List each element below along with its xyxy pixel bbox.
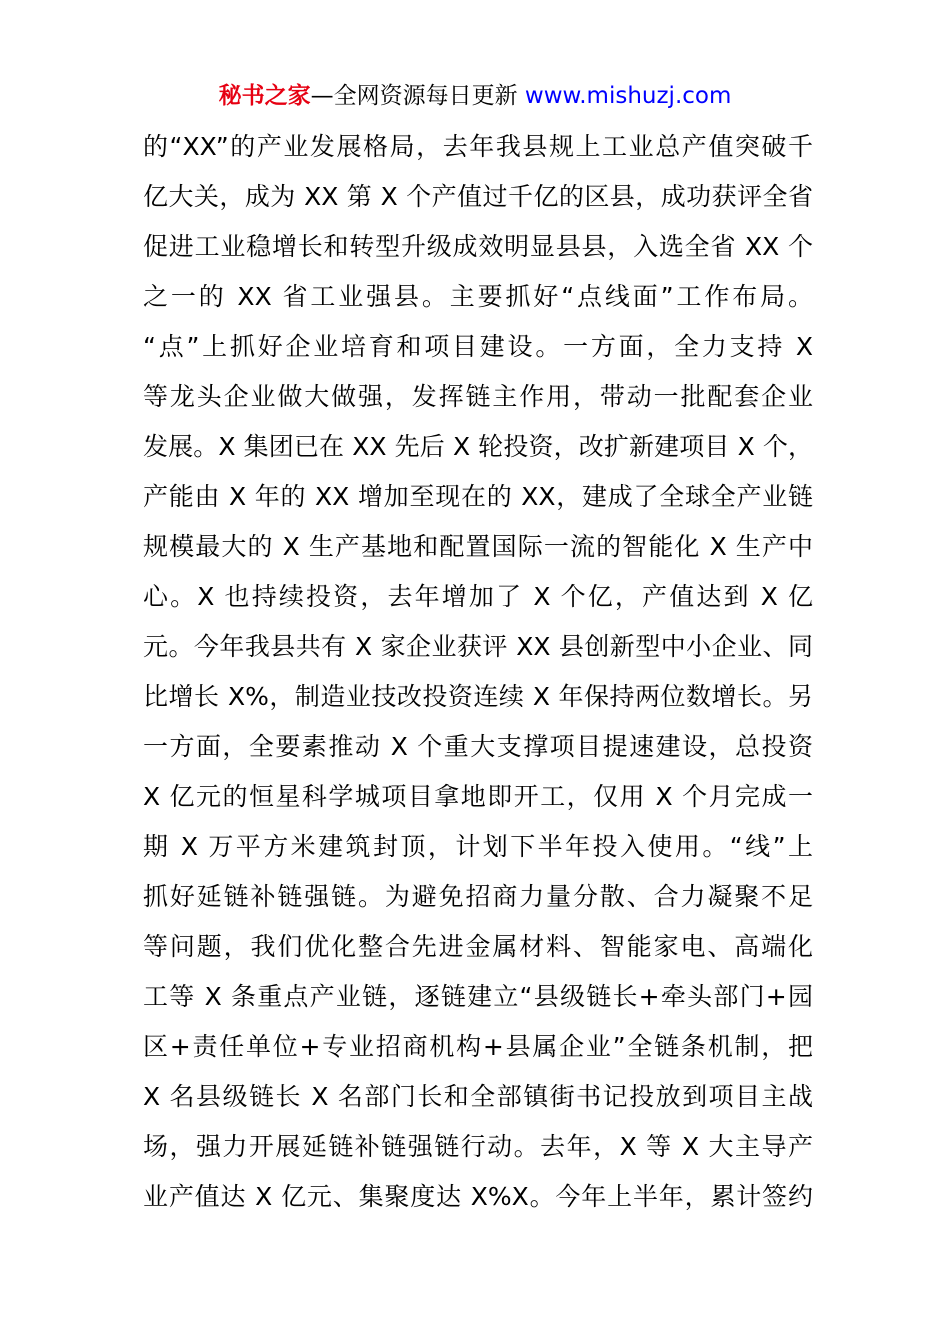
- text-line: 规模最大的 X 生产基地和配置国际一流的智能化 X 生产中: [143, 532, 813, 561]
- document-body: [143, 122, 813, 1222]
- text-line: 等问题，我们优化整合先进金属材料、智能家电、高端化: [143, 932, 813, 961]
- text-line: 比增长 X%，制造业技改投资连续 X 年保持两位数增长。另: [143, 682, 813, 711]
- site-url-link[interactable]: www.mishuzj.com: [524, 83, 732, 109]
- text-line: 等龙头企业做大做强，发挥链主作用，带动一批配套企业: [143, 382, 813, 411]
- text-line: 工等 X 条重点产业链，逐链建立“县级链长+牵头部门+园: [143, 982, 813, 1011]
- text-line: 一方面，全要素推动 X 个重大支撑项目提速建设，总投资: [143, 732, 813, 761]
- text-line: 元。今年我县共有 X 家企业获评 XX 县创新型中小企业、同: [143, 632, 813, 661]
- text-line: 之一的 XX 省工业强县。主要抓好“点线面”工作布局。: [143, 282, 813, 311]
- text-line: 区+责任单位+专业招商机构+县属企业”全链条机制，把: [143, 1032, 813, 1061]
- text-line: 促进工业稳增长和转型升级成效明显县县，入选全省 XX 个: [143, 232, 813, 261]
- site-header: [0, 80, 950, 112]
- text-line: 场，强力开展延链补链强链行动。去年，X 等 X 大主导产: [143, 1132, 813, 1161]
- text-line: 亿大关，成为 XX 第 X 个产值过千亿的区县，成功获评全省: [143, 182, 813, 211]
- text-line: 期 X 万平方米建筑封顶，计划下半年投入使用。“线”上: [143, 832, 813, 861]
- text-line: 发展。X 集团已在 XX 先后 X 轮投资，改扩新建项目 X 个，: [143, 432, 813, 461]
- text-line: 的“XX”的产业发展格局，去年我县规上工业总产值突破千: [143, 132, 813, 161]
- site-tagline: —全网资源每日更新: [310, 83, 525, 109]
- text-line: X 亿元的恒星科学城项目拿地即开工，仅用 X 个月完成一: [143, 782, 813, 811]
- text-line: 心。X 也持续投资，去年增加了 X 个亿，产值达到 X 亿: [143, 582, 813, 611]
- text-line: “点”上抓好企业培育和项目建设。一方面，全力支持 X: [143, 332, 813, 361]
- text-line: 产能由 X 年的 XX 增加至现在的 XX，建成了全球全产业链: [143, 482, 813, 511]
- text-line: 抓好延链补链强链。为避免招商力量分散、合力凝聚不足: [143, 882, 813, 911]
- text-line: X 名县级链长 X 名部门长和全部镇街书记投放到项目主战: [143, 1082, 813, 1111]
- site-brand: 秘书之家: [218, 83, 311, 109]
- text-line: 业产值达 X 亿元、集聚度达 X%X。今年上半年，累计签约: [143, 1182, 813, 1211]
